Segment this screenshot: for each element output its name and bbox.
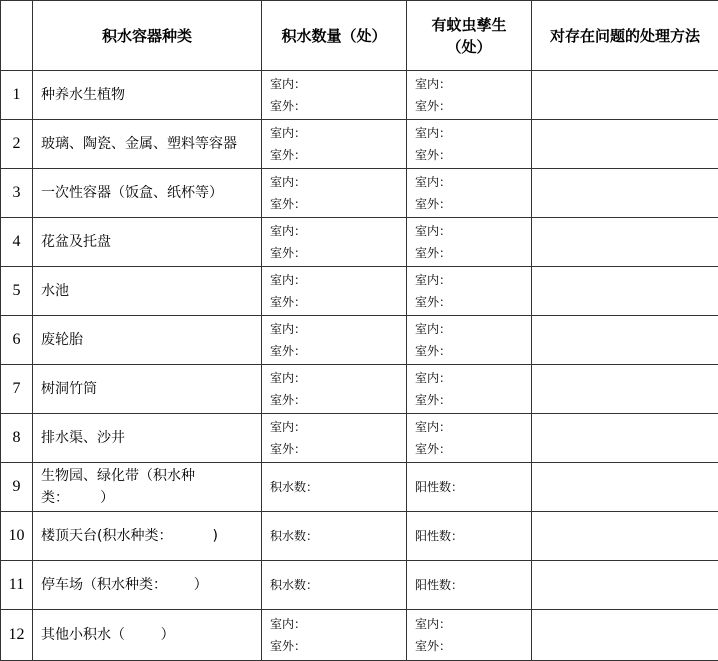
count-line-second: 室外： [270,389,406,411]
water-count-cell[interactable] [262,512,407,561]
breeding-line-second: 室外： [415,144,531,166]
water-count-cell[interactable] [262,169,407,218]
count-line-second: 室外： [270,95,406,117]
row-number: 1 [1,71,33,120]
row-number: 7 [1,365,33,414]
count-line-first: 积水数： [270,574,406,596]
handling-method-cell[interactable] [532,120,718,169]
handling-method-cell[interactable] [532,316,718,365]
breeding-cell[interactable] [407,71,532,120]
row-number: 4 [1,218,33,267]
water-count-cell[interactable] [262,218,407,267]
container-type: 一次性容器（饭盒、纸杯等） [33,169,262,218]
count-line-first: 积水数： [270,476,406,498]
breeding-cell[interactable] [407,610,532,661]
handling-method-cell[interactable] [532,414,718,463]
count-line-first: 室内： [270,171,406,193]
handling-method-cell[interactable] [532,365,718,414]
handling-method-cell[interactable] [532,218,718,267]
count-line-first: 室内： [270,613,406,635]
table-row [1,610,718,661]
breeding-cell[interactable] [407,463,532,512]
count-line-first: 积水数： [270,525,406,547]
breeding-line-second: 室外： [415,635,531,657]
header-mosquito-breeding [407,1,532,71]
container-type: 树洞竹筒 [33,365,262,414]
container-type: 花盆及托盘 [33,218,262,267]
breeding-line-second: 室外： [415,438,531,460]
water-count-cell[interactable] [262,120,407,169]
table-row [1,71,718,120]
table-row [1,218,718,267]
water-count-cell[interactable] [262,561,407,610]
breeding-cell[interactable] [407,365,532,414]
container-type: 废轮胎 [33,316,262,365]
table-row [1,561,718,610]
container-type: 楼顶天台(积水种类： ) [33,512,262,561]
breeding-line-first: 室内： [415,122,531,144]
water-count-cell[interactable] [262,463,407,512]
breeding-line-first: 阳性数： [415,476,531,498]
count-line-second: 室外： [270,438,406,460]
handling-method-cell[interactable] [532,561,718,610]
breeding-line-first: 室内： [415,73,531,95]
count-line-first: 室内： [270,367,406,389]
breeding-line-first: 室内： [415,367,531,389]
header-row [1,1,718,71]
water-count-cell[interactable] [262,365,407,414]
table-row [1,414,718,463]
breeding-line-first: 室内： [415,171,531,193]
breeding-line-first: 阳性数： [415,525,531,547]
table-row [1,169,718,218]
container-type: 水池 [33,267,262,316]
breeding-cell[interactable] [407,561,532,610]
handling-method-cell[interactable] [532,512,718,561]
container-type: 生物园、绿化带（积水种 类： ） [33,463,262,512]
water-count-cell[interactable] [262,267,407,316]
header-index [1,1,33,71]
container-type: 其他小积水（ ） [33,610,262,661]
table-row [1,512,718,561]
container-type: 玻璃、陶瓷、金属、塑料等容器 [33,120,262,169]
count-line-first: 室内： [270,220,406,242]
water-count-cell[interactable] [262,316,407,365]
breeding-cell[interactable] [407,218,532,267]
count-line-first: 室内： [270,318,406,340]
header-handling-method: 对存在问题的处理方法 [532,1,718,71]
breeding-cell[interactable] [407,267,532,316]
count-line-second: 室外： [270,291,406,313]
header-water-count: 积水数量（处） [262,1,407,71]
count-line-first: 室内： [270,269,406,291]
table-row [1,365,718,414]
header-mosquito-breeding-line: 有蚊虫孳生 （处） [407,14,531,58]
breeding-line-first: 室内： [415,613,531,635]
breeding-line-first: 室内： [415,220,531,242]
count-line-second: 室外： [270,242,406,264]
breeding-line-second: 室外： [415,95,531,117]
container-type: 停车场（积水种类： ） [33,561,262,610]
row-number: 9 [1,463,33,512]
breeding-line-first: 室内： [415,318,531,340]
container-type: 种养水生植物 [33,71,262,120]
row-number: 11 [1,561,33,610]
breeding-cell[interactable] [407,414,532,463]
breeding-line-second: 室外： [415,389,531,411]
count-line-second: 室外： [270,193,406,215]
water-count-cell[interactable] [262,414,407,463]
breeding-line-first: 室内： [415,416,531,438]
count-line-first: 室内： [270,122,406,144]
breeding-line-second: 室外： [415,193,531,215]
row-number: 3 [1,169,33,218]
breeding-cell[interactable] [407,169,532,218]
handling-method-cell[interactable] [532,71,718,120]
breeding-line-first: 阳性数： [415,574,531,596]
breeding-cell[interactable] [407,120,532,169]
breeding-line-second: 室外： [415,242,531,264]
breeding-cell[interactable] [407,512,532,561]
handling-method-cell[interactable] [532,267,718,316]
count-line-second: 室外： [270,340,406,362]
count-line-second: 室外： [270,144,406,166]
row-number: 8 [1,414,33,463]
water-count-cell[interactable] [262,610,407,661]
table-row [1,267,718,316]
handling-method-cell[interactable] [532,610,718,661]
breeding-line-second: 室外： [415,340,531,362]
row-number: 10 [1,512,33,561]
breeding-line-second: 室外： [415,291,531,313]
header-container-type: 积水容器种类 [33,1,262,71]
row-number: 5 [1,267,33,316]
table-row [1,463,718,512]
breeding-cell[interactable] [407,316,532,365]
count-line-second: 室外： [270,635,406,657]
count-line-first: 室内： [270,416,406,438]
container-type: 排水渠、沙井 [33,414,262,463]
row-number: 2 [1,120,33,169]
table-row [1,316,718,365]
handling-method-cell[interactable] [532,169,718,218]
table-row [1,120,718,169]
row-number: 12 [1,610,33,661]
breeding-line-first: 室内： [415,269,531,291]
handling-method-cell[interactable] [532,463,718,512]
water-count-cell[interactable] [262,71,407,120]
row-number: 6 [1,316,33,365]
count-line-first: 室内： [270,73,406,95]
